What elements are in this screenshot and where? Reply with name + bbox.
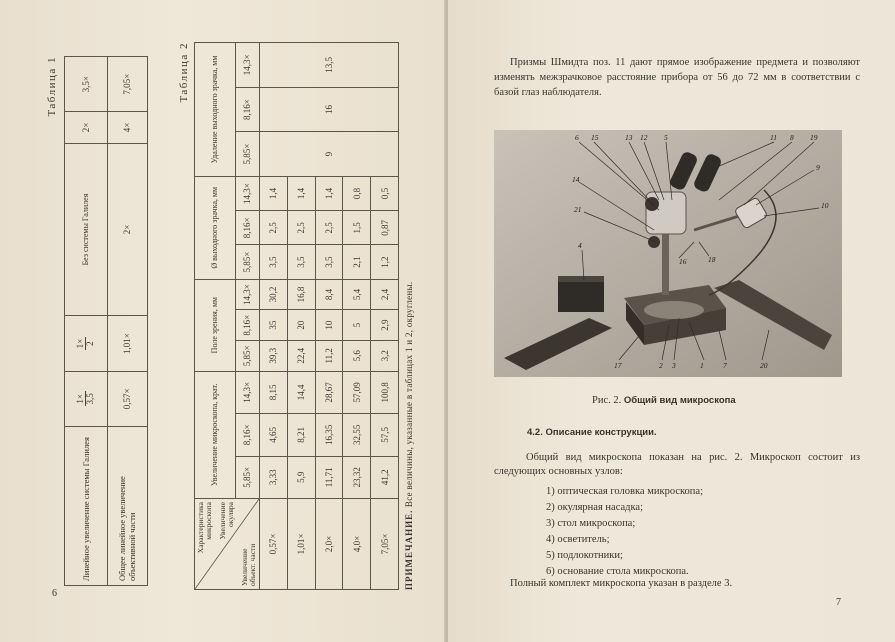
table-cell: 3,5 <box>315 245 343 279</box>
table-cell: 2,9 <box>371 310 399 341</box>
table-1-h4: 2× <box>65 112 108 143</box>
table-cell: 8,21 <box>287 414 315 456</box>
callout-label: 16 <box>679 257 687 266</box>
callout-label: 13 <box>625 133 633 142</box>
table-cell: 11,2 <box>315 340 343 371</box>
table-2-h-eyepiece: Увеличение окуляра <box>218 502 235 540</box>
figure-prefix: Рис. 2. <box>592 395 622 406</box>
table-1-cell: 1,01× <box>107 316 148 371</box>
table-1-h5: 3,5× <box>65 57 108 112</box>
table-2-grid <box>194 42 399 590</box>
callout-label: 3 <box>672 361 676 370</box>
table-note <box>404 42 414 590</box>
eyepiece-cell: 14,3× <box>235 176 259 210</box>
table-cell: 28,67 <box>315 371 343 414</box>
note-text: Все величины, указанные в таблицах 1 и 2, округлены. <box>404 281 414 508</box>
callout-label: 6 <box>575 133 579 142</box>
eyepiece-cell: 8,16× <box>235 414 259 456</box>
table-cell: 2,5 <box>260 211 288 245</box>
table-cell: 3,2 <box>371 340 399 371</box>
table-cell: 2,4 <box>371 279 399 310</box>
figure-title: Общий вид микроскопа <box>623 395 736 406</box>
eyepiece-cell: 8,16× <box>235 211 259 245</box>
callout-label: 21 <box>574 205 582 214</box>
eyepiece-cell: 5,85× <box>235 132 259 177</box>
intro-paragraph: Призмы Шмидта поз. 11 дают прямое изображение предмета и позволяют изменять межзрачковое расстояние прибора от 56 до 72 мм в соответствии с базой глаз наблюдателя. <box>494 57 860 98</box>
callout-label: 11 <box>770 133 777 142</box>
table-1-cell: 2× <box>107 143 148 316</box>
table-cell: 20 <box>287 310 315 341</box>
table-2-caption: Таблица 2 <box>178 42 190 103</box>
note-label: ПРИМЕЧАНИЕ. <box>404 509 414 590</box>
eyepiece-cell: 14,3× <box>235 43 259 88</box>
eyepiece-cell: 5,85× <box>235 245 259 279</box>
table-cell: 23,32 <box>343 456 371 498</box>
table-cell: 32,55 <box>343 414 371 456</box>
callout-label: 5 <box>664 133 668 142</box>
eyepiece-cell: 14,3× <box>235 279 259 310</box>
objective-cell: 2,0× <box>315 499 343 590</box>
table-cell: 0,87 <box>371 211 399 245</box>
table-cell: 1,4 <box>260 176 288 210</box>
table-1-cell: 7,05× <box>107 57 148 112</box>
table-1 <box>46 56 154 586</box>
table-cell: 0,8 <box>343 176 371 210</box>
table-cell: 5 <box>343 310 371 341</box>
table-2-h-field: Поле зрения, мм <box>195 279 236 371</box>
table-2-corner-header <box>195 499 260 590</box>
callout-label: 15 <box>591 133 599 142</box>
callout-label: 18 <box>708 255 716 264</box>
list-item: 4) осветитель; <box>546 534 610 545</box>
callout-label: 20 <box>760 361 768 370</box>
table-cell: 8,4 <box>315 279 343 310</box>
table-cell: 10 <box>315 310 343 341</box>
eyepiece-cell: 8,16× <box>235 87 259 132</box>
eyepiece-cell: 5,85× <box>235 340 259 371</box>
list-item: 2) окулярная насадка; <box>546 502 644 513</box>
table-cell: 41,2 <box>371 456 399 498</box>
callout-label: 14 <box>572 175 580 184</box>
table-cell: 30,2 <box>260 279 288 310</box>
section-heading: 4.2. Описание конструкции. <box>527 427 657 438</box>
microscope-photo <box>494 130 842 377</box>
table-cell: 16,8 <box>287 279 315 310</box>
callout-label: 4 <box>578 241 582 250</box>
table-cell: 22,4 <box>287 340 315 371</box>
table-cell: 57,09 <box>343 371 371 414</box>
table-1-grid <box>64 56 148 586</box>
page-number-right: 7 <box>836 597 841 608</box>
table-cell: 3,33 <box>260 456 288 498</box>
table-2-h-objective: Увеличение объект. части <box>240 543 257 586</box>
table-1-h2: 1× 2 <box>65 316 108 371</box>
table-cell: 0,5 <box>371 176 399 210</box>
table-2-h-char: Характеристика микроскопа <box>196 502 213 554</box>
table-cell: 5,9 <box>287 456 315 498</box>
table-1-h3: Без системы Галилея <box>65 143 108 316</box>
table-cell: 39,3 <box>260 340 288 371</box>
table-cell: 5,6 <box>343 340 371 371</box>
table-1-row2-label: Общее линейное увеличение объективной части <box>107 427 148 586</box>
list-item: 3) стол микроскопа; <box>546 518 636 529</box>
list-item: 1) оптическая головка микроскопа; <box>546 486 704 497</box>
table-cell: 16 <box>260 87 399 132</box>
callout-label: 10 <box>821 201 829 210</box>
table-cell: 2,1 <box>343 245 371 279</box>
table-1-cell: 0,57× <box>107 371 148 426</box>
table-cell: 3,5 <box>287 245 315 279</box>
table-cell: 16,35 <box>315 414 343 456</box>
table-2-h-pupil: Ø выходного зрачка, мм <box>195 176 236 279</box>
table-1-h1: 1× 3,5 <box>65 371 108 426</box>
table-cell: 13,5 <box>260 43 399 88</box>
microscope-illustration <box>494 130 842 377</box>
table-cell: 2,5 <box>287 211 315 245</box>
table-1-row1-label: Линейное увеличение системы Галилея <box>65 427 108 586</box>
table-cell: 4,65 <box>260 414 288 456</box>
callout-label: 2 <box>659 361 663 370</box>
callout-label: 17 <box>614 361 622 370</box>
callout-label: 8 <box>790 133 794 142</box>
table-cell: 9 <box>260 132 399 177</box>
table-row <box>260 43 288 590</box>
objective-cell: 0,57× <box>260 499 288 590</box>
description-paragraph: Общий вид микроскопа показан на рис. 2. Микроскоп состоит из следующих основных узлов: <box>494 452 860 477</box>
table-cell: 1,2 <box>371 245 399 279</box>
eyepiece-cell: 14,3× <box>235 371 259 414</box>
table-cell: 2,5 <box>315 211 343 245</box>
callout-label: 1 <box>700 361 704 370</box>
closing-line: Полный комплект микроскопа указан в разделе 3. <box>510 578 733 589</box>
callout-label: 19 <box>810 133 818 142</box>
objective-cell: 7,05× <box>371 499 399 590</box>
table-1-cell: 4× <box>107 112 148 143</box>
objective-cell: 4,0× <box>343 499 371 590</box>
table-cell: 1,4 <box>287 176 315 210</box>
table-cell: 5,4 <box>343 279 371 310</box>
table-2-h-dist: Удаление выходного зрачка, мм <box>195 43 236 177</box>
list-item: 5) подлокотники; <box>546 550 623 561</box>
table-1-caption: Таблица 1 <box>46 56 58 117</box>
table-cell: 57,5 <box>371 414 399 456</box>
eyepiece-cell: 8,16× <box>235 310 259 341</box>
table-cell: 1,5 <box>343 211 371 245</box>
table-cell: 1,4 <box>315 176 343 210</box>
component-list <box>546 484 703 580</box>
callout-label: 9 <box>816 163 820 172</box>
table-cell: 11,71 <box>315 456 343 498</box>
table-cell: 100,8 <box>371 371 399 414</box>
objective-cell: 1,01× <box>287 499 315 590</box>
table-2 <box>178 42 418 590</box>
eyepiece-cell: 5,85× <box>235 456 259 498</box>
table-2-h-mag: Увеличение микроскопа, крат. <box>195 371 236 498</box>
table-cell: 3,5 <box>260 245 288 279</box>
list-item: 6) основание стола микроскопа. <box>546 566 689 577</box>
page-number-left: 6 <box>52 588 57 599</box>
figure-caption <box>592 395 736 406</box>
table-cell: 14,4 <box>287 371 315 414</box>
table-cell: 8,15 <box>260 371 288 414</box>
table-cell: 35 <box>260 310 288 341</box>
callout-label: 7 <box>723 361 727 370</box>
callout-label: 12 <box>640 133 648 142</box>
